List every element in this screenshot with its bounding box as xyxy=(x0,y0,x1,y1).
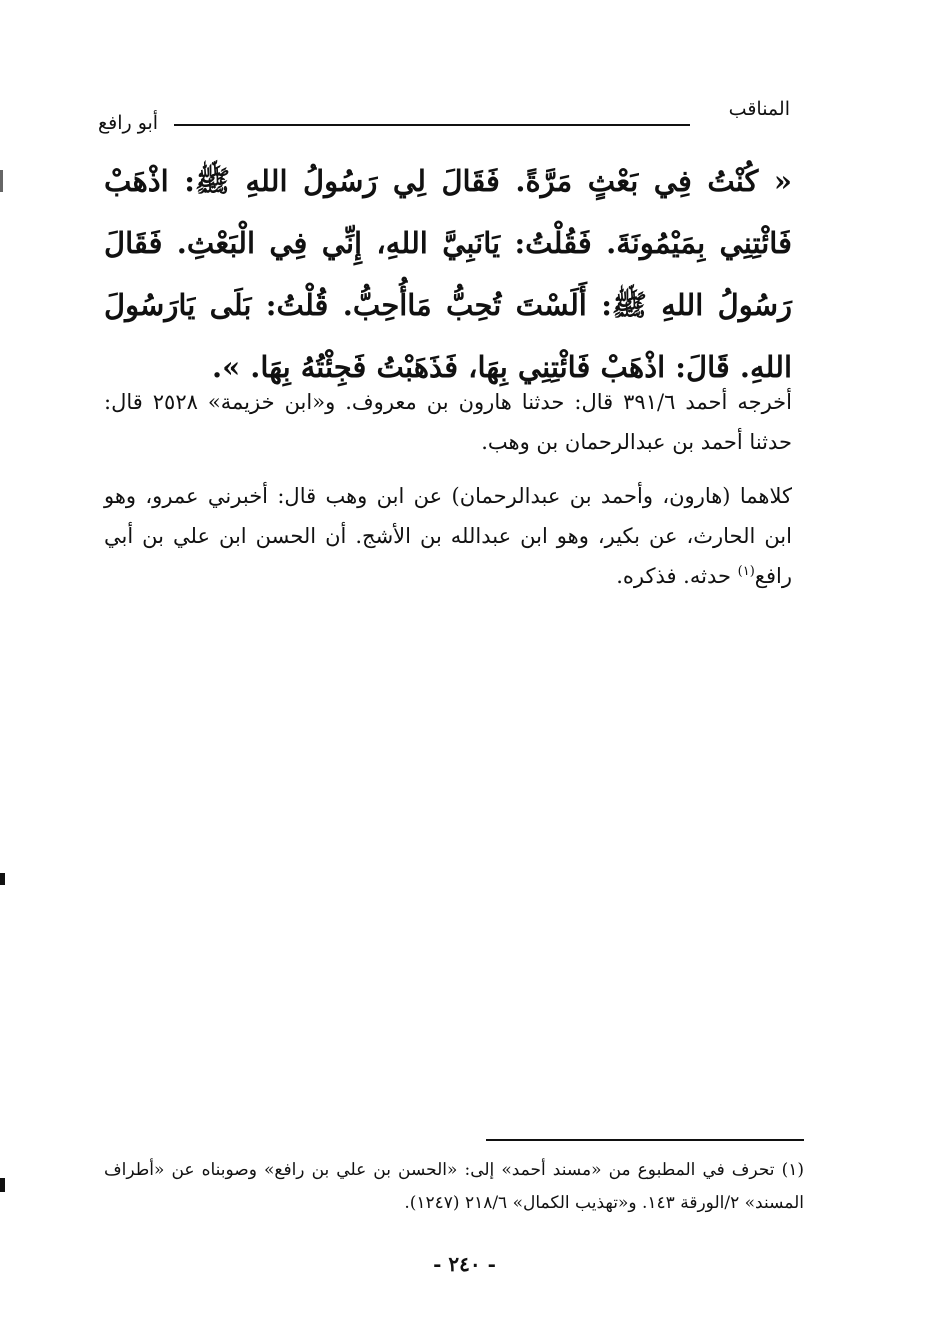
scan-edge-mark xyxy=(0,873,5,885)
takhrij-paragraph-2-text: كلاهما (هارون، وأحمد بن عبدالرحمان) عن ابن وهب قال: أخبرني عمرو، وهو ابن الحارث، عن بكير، وهو ابن عبدالله بن الأشج. أن الحسن ابن علي بن أبي رافع xyxy=(104,484,792,588)
takhrij-paragraph-1: أخرجه أحمد ٣٩١/٦ قال: حدثنا هارون بن معروف. و«ابن خزيمة» ٢٥٢٨ قال: حدثنا أحمد بن عبدالرحمان بن وهب. xyxy=(104,390,792,454)
footnote-text: (١) تحرف في المطبوع من «مسند أحمد» إلى: «الحسن بن علي بن رافع» وصوبناه عن «أطراف المسند» ٢/الورقة ١٤٣. و«تهذيب الكمال» ٢١٨/٦ (١٢٤٧). xyxy=(104,1160,804,1213)
takhrij-paragraph-2-tail: حدثه. فذكره. xyxy=(616,564,738,588)
running-header xyxy=(98,98,790,132)
footnote-marker[interactable]: (١) xyxy=(737,564,755,579)
page-number: - ٢٤٠ - xyxy=(433,1252,496,1276)
section-title: المناقب xyxy=(728,98,790,120)
chapter-title: أبو رافع xyxy=(98,112,159,134)
footnote-separator xyxy=(486,1139,804,1141)
takhrij-paragraph-2 xyxy=(104,476,792,596)
header-rule xyxy=(174,124,690,126)
scan-edge-mark xyxy=(0,1178,5,1192)
scan-edge-mark xyxy=(0,170,3,192)
hadith-text: « كُنْتُ فِي بَعْثٍ مَرَّةً. فَقَالَ لِي رَسُولُ اللهِ ﷺ: اذْهَبْ فَائْتِنِي بِمَيْمُونَةَ. فَقُلْتُ: يَانَبِيَّ اللهِ، إِنِّي فِي الْبَعْثِ. فَقَالَ رَسُولُ اللهِ ﷺ: أَلَسْتَ تُحِبُّ مَاأُحِبُّ. قُلْتُ: بَلَى يَارَسُولَ اللهِ. قَالَ: اذْهَبْ فَائْتِنِي بِهَا، فَذَهَبْتُ فَجِئْتُهُ بِهَا. ». xyxy=(104,164,792,384)
